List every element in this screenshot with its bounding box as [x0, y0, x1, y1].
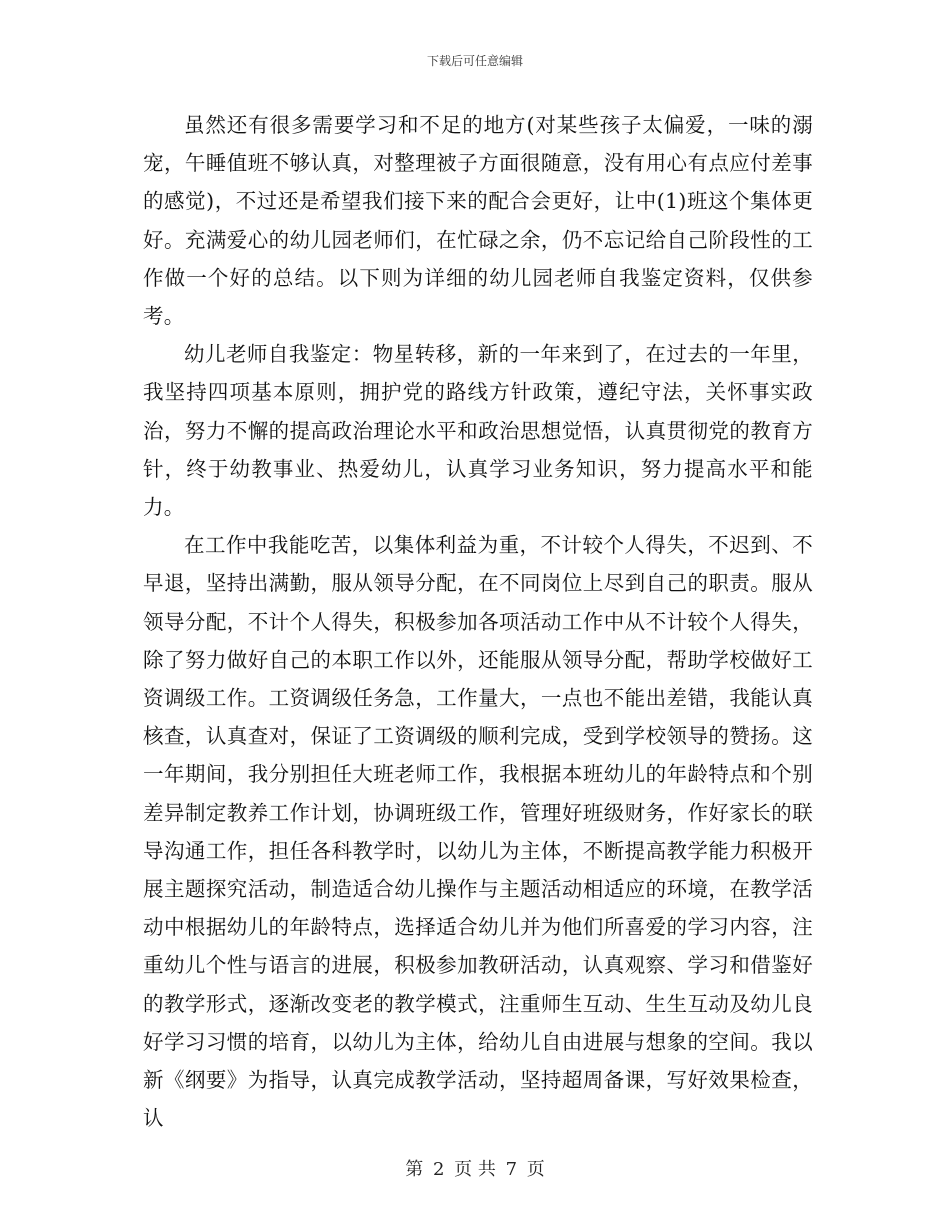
document-body: [143, 106, 813, 1137]
paragraph-2: 幼儿老师自我鉴定：物星转移，新的一年来到了，在过去的一年里，我坚持四项基本原则，拥护党的路线方针政策，遵纪守法，关怀事实政治，努力不懈的提高政治理论水平和政治思想觉悟，认真贯彻党的教育方针，终于幼教事业、热爱幼儿，认真学习业务知识，努力提高水平和能力。: [143, 342, 813, 520]
paragraph-1: 虽然还有很多需要学习和不足的地方(对某些孩子太偏爱，一味的溺宠，午睡值班不够认真，对整理被子方面很随意，没有用心有点应付差事的感觉)，不过还是希望我们接下来的配合会更好，让中(1)班这个集体更好。充满爱心的幼儿园老师们，在忙碌之余，仍不忘记给自己阶段性的工作做一个好的总结。以下则为详细的幼儿园老师自我鉴定资料，仅供参考。: [143, 113, 813, 329]
footer-middle: 页 共: [454, 1159, 496, 1180]
paragraph-3: 在工作中我能吃苦，以集体利益为重，不计较个人得失，不迟到、不早退，坚持出满勤，服从领导分配，在不同岗位上尽到自己的职责。服从领导分配，不计个人得失，积极参加各项活动工作中从不计较个人得失，除了努力做好自己的本职工作以外，还能服从领导分配，帮助学校做好工资调级工作。工资调级任务急，工作量大，一点也不能出差错，我能认真核查，认真查对，保证了工资调级的顺利完成，受到学校领导的赞扬。这一年期间，我分别担任大班老师工作，我根据本班幼儿的年龄特点和个别差异制定教养工作计划，协调班级工作，管理好班级财务，作好家长的联导沟通工作，担任各科教学时，以幼儿为主体，不断提高教学能力积极开展主题探究活动，制造适合幼儿操作与主题活动相适应的环境，在教学活动中根据幼儿的年龄特点，选择适合幼儿并为他们所喜爱的学习内容，注重幼儿个性与语言的进展，积极参加教研活动，认真观察、学习和借鉴好的教学形式，逐渐改变老的教学模式，注重师生互动、生生互动及幼儿良好学习习惯的培育，以幼儿为主体，给幼儿自由进展与想象的空间。我以新《纲要》为指导，认真完成教学活动，坚持超周备课，写好效果检查，认: [143, 533, 813, 1131]
footer-total-pages: 7: [505, 1159, 518, 1180]
footer-suffix: 页: [526, 1159, 545, 1180]
footer-prefix: 第: [405, 1159, 424, 1180]
footer-current-page: 2: [432, 1159, 445, 1180]
page-header: 下载后可任意编辑: [426, 54, 523, 68]
page-footer: [0, 1155, 950, 1181]
